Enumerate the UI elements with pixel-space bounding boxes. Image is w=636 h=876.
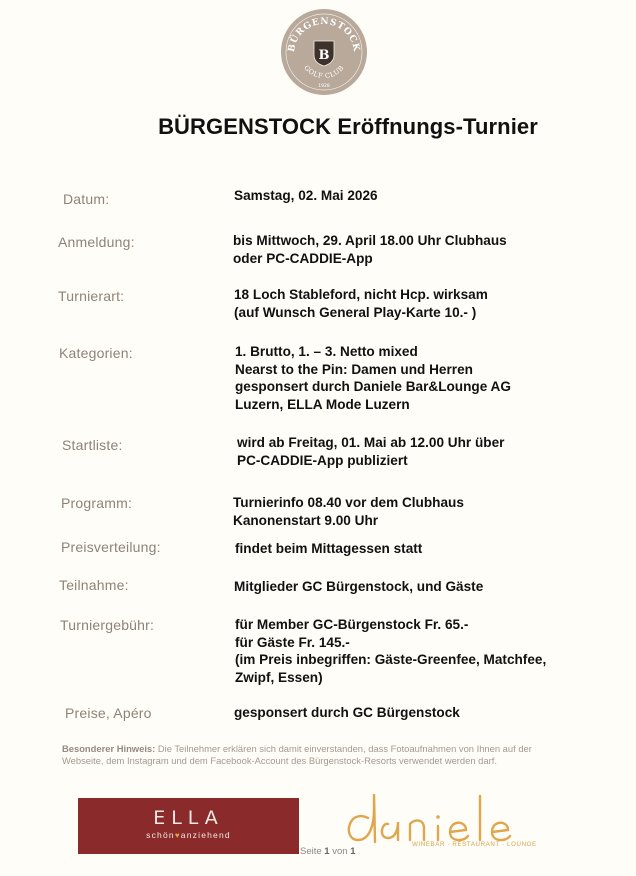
label-anmeldung: Anmeldung: [58, 234, 135, 250]
value-line: Luzern, ELLA Mode Luzern [235, 396, 410, 412]
value-line: 18 Loch Stableford, nicht Hcp. wirksam [234, 287, 488, 302]
notice-text: Die Teilnehmer erklären sich damit einverstanden, dass Fotoaufnahmen von Ihnen auf der Webseite, dem Instagram und dem Facebook-Account des Bürgenstock-Resorts verwendet werden darf. [62, 743, 532, 766]
page-current: 1 [324, 846, 330, 857]
value-line: für Gäste Fr. 145.- [235, 634, 350, 650]
label-datum: Datum: [63, 191, 110, 207]
special-notice [62, 743, 572, 767]
value-line: wird ab Freitag, 01. Mai ab 12.00 Uhr über [237, 435, 505, 450]
notice-label: Besonderer Hinweis: [62, 743, 156, 754]
ella-wordmark: ELLA [153, 807, 224, 829]
label-startliste: Startliste: [62, 437, 123, 453]
page-prefix: Seite [300, 846, 325, 857]
value-line: Kanonenstart 9.00 Uhr [233, 512, 379, 528]
value-turnierart [234, 286, 488, 321]
logo-letter: B [318, 48, 330, 63]
value-line: Zwipf, Essen) [235, 669, 323, 685]
value-line: Mitglieder GC Bürgenstock, und Gäste [234, 579, 484, 594]
value-turniergebuehr [235, 616, 546, 686]
label-preise-apero: Preise, Apéro [65, 705, 152, 721]
ella-tag-right: anziehend [180, 830, 231, 840]
label-programm: Programm: [61, 495, 133, 511]
value-teilnahme [234, 578, 483, 596]
value-line: Samstag, 02. Mai 2026 [234, 188, 378, 203]
label-preisverteilung: Preisverteilung: [61, 539, 161, 555]
value-preisverteilung [235, 540, 422, 558]
value-datum [234, 187, 378, 205]
page-total: 1 [350, 846, 356, 857]
ella-tag-left: schön [146, 830, 175, 840]
value-line: Turnierinfo 08.40 vor dem Clubhaus [233, 495, 464, 510]
value-kategorien [235, 343, 511, 413]
value-line: bis Mittwoch, 29. April 18.00 Uhr Clubhaus [233, 233, 507, 248]
value-line: Nearst to the Pin: Damen und Herren [235, 361, 473, 377]
value-line: findet beim Mittagessen statt [235, 541, 423, 556]
value-line: für Member GC-Bürgenstock Fr. 65.- [235, 617, 469, 632]
page-title: BÜRGENSTOCK Eröffnungs-Turnier [158, 114, 538, 139]
value-line: (im Preis inbegriffen: Gäste-Greenfee, Matchfee, [235, 652, 547, 667]
value-line: gesponsert durch Daniele Bar&Lounge AG [235, 379, 511, 394]
value-line: 1. Brutto, 1. – 3. Netto mixed [235, 344, 418, 359]
page-middle: von [329, 846, 351, 857]
label-turniergebuehr: Turniergebühr: [60, 617, 155, 633]
logo-name: BÜRGENSTOCK [286, 16, 362, 53]
ella-tagline [78, 830, 299, 840]
daniele-tagline: WINEBAR · RESTAURANT · LOUNGE [412, 841, 537, 848]
logo-sub: GOLF CLUB [302, 63, 346, 81]
golf-club-logo [280, 8, 368, 96]
label-teilnahme: Teilnahme: [59, 577, 129, 593]
value-line: (auf Wunsch General Play-Karte 10.- ) [234, 304, 477, 320]
logo-year: 1928 [318, 84, 330, 89]
ella-sponsor-logo [78, 798, 299, 854]
value-line: PC-CADDIE-App publiziert [237, 452, 408, 468]
value-line: gesponsert durch GC Bürgenstock [234, 705, 460, 720]
label-kategorien: Kategorien: [59, 345, 133, 361]
value-line: oder PC-CADDIE-App [233, 250, 373, 266]
label-turnierart: Turnierart: [58, 288, 125, 304]
value-programm [233, 494, 464, 529]
value-anmeldung [233, 232, 507, 267]
heart-icon: ♥ [174, 831, 181, 840]
value-preise-apero [234, 704, 460, 722]
value-startliste [237, 434, 504, 469]
